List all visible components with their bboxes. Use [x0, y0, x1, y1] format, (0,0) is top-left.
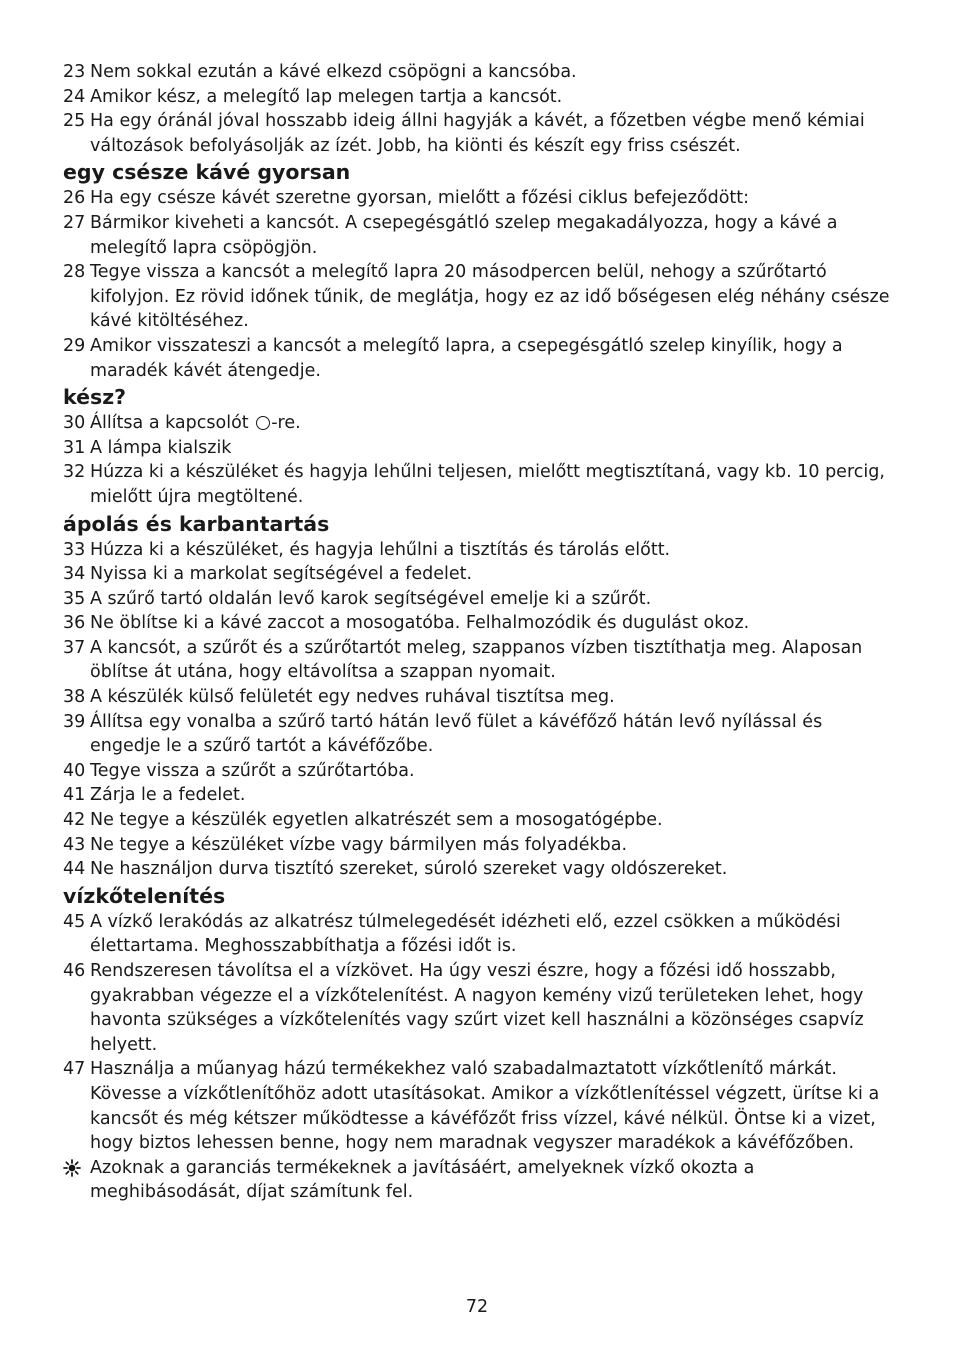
section-heading: kész?: [63, 385, 127, 410]
list-item: 23 Nem sokkal ezután a kávé elkezd csöpögni a kancsóba.: [63, 62, 577, 82]
list-item: 41 Zárja le a fedelet.: [63, 785, 246, 806]
list-item: 40 Tegye vissza a szűrőt a szűrőtartóba.: [63, 760, 415, 781]
list-item: 37 A kancsót, a szűrőt és a szűrőtartót meleg, szappanos vízben tisztíthatja meg. Alaposan öblítse át utána, hogy eltávolítsa a szappan nyomait.: [63, 637, 863, 683]
section-heading: egy csésze kávé gyorsan: [63, 160, 351, 185]
list-item: 32 Húzza ki a készüléket és hagyja lehűlni teljesen, mielőtt megtisztítaná, vagy kb. 10 percig, mielőtt újra megtöltené.: [63, 462, 885, 507]
page-number: 72: [465, 1297, 489, 1317]
list-item: 34 Nyissa ki a markolat segítségével a fedelet.: [63, 564, 473, 585]
list-item: 31 A lámpa kialszik: [63, 437, 232, 458]
list-item: 24 Amikor kész, a melegítő lap melegen tartja a kancsót.: [63, 86, 563, 107]
list-item: 42 Ne tegye a készülék egyetlen alkatrészét sem a mosogatógépbe.: [63, 810, 663, 831]
list-item: 39 Állítsa egy vonalba a szűrő tartó hátán levő fület a kávéfőző hátán levő nyílással és engedje le a szűrő tartót a kávéfőzőbe.: [63, 711, 823, 757]
list-item: 28 Tegye vissza a kancsót a melegítő lapra 20 másodpercen belül, nehogy a szűrőtartó kifolyjon. Ez rövid időnek tűnik, de meglátja, hogy ez az idő bőségesen elég néhány csésze kávé kitöltéséhez.: [63, 262, 890, 332]
section-heading: ápolás és karbantartás: [63, 511, 330, 536]
list-item: 45 A vízkő lerakódás az alkatrész túlmelegedését idézheti elő, ezzel csökken a működési élettartama. Meghosszabbíthatja a főzési időt is.: [63, 911, 841, 957]
list-item: 36 Ne öblítse ki a kávé zaccot a mosogatóba. Felhalmozódik és dugulást okoz.: [63, 613, 750, 634]
list-item: 29 Amikor visszateszi a kancsót a melegítő lapra, a csepegésgátló szelep kinyílik, hogy a maradék kávét átengedje.: [63, 335, 843, 381]
off-circle-icon: [256, 416, 270, 430]
list-item: 43 Ne tegye a készüléket vízbe vagy bármilyen más folyadékba.: [63, 834, 628, 855]
list-item: 33 Húzza ki a készüléket, és hagyja lehűlni a tisztítás és tárolás előtt.: [63, 539, 671, 560]
list-item: 47 Használja a műanyag házú termékekhez való szabadalmaztatott vízkőtlenítő márkát. Kövesse a vízkőtlenítőhöz adott utasításokat. Amikor a vízkőtlenítéssel végzett, ürítse ki a kancsőt és még kétszer működtesse a kávéfőzőt friss vízzel, kávé nélkül. Öntse ki a vizet, hogy biztos lehessen benne, hogy nem maradnak vegyszer maradékok a kávéfőzőben.: [63, 1059, 880, 1154]
section-heading: vízkőtelenítés: [63, 883, 226, 908]
list-item: 25 Ha egy óránál jóval hosszabb ideig állni hagyják a kávét, a főzetben végbe menő kémiai változások befolyásolják az ízét. Jobb, ha kiönti és készít egy friss csészét.: [63, 111, 865, 156]
list-item: 46 Rendszeresen távolítsa el a vízkövet. Ha úgy veszi észre, hogy a főzési idő hosszabb, gyakrabban végezze el a vízkőtelenítést. A nagyon kemény vizű területeken lehet, hogy havonta szükséges a vízkőtelenítés vagy szűrt vizet kell használni a közönséges csapvíz helyett.: [63, 961, 864, 1055]
document-page: [63, 60, 893, 1205]
list-item: 27 Bármikor kiveheti a kancsót. A csepegésgátló szelep megakadályozza, hogy a kávé a melegítő lapra csöpögjön.: [63, 212, 838, 258]
list-item: 26 Ha egy csésze kávét szeretne gyorsan, mielőtt a főzési ciklus befejeződött:: [63, 188, 750, 209]
list-item: 38 A készülék külső felületét egy nedves ruhával tisztítsa meg.: [63, 687, 615, 708]
list-item: 44 Ne használjon durva tisztító szereket, súroló szereket vagy oldószereket.: [63, 859, 728, 880]
sun-warning-icon: [63, 1159, 81, 1177]
list-item: 30 Állítsa a kapcsolót -re.: [63, 413, 301, 434]
list-item: 35 A szűrő tartó oldalán levő karok segítségével emelje ki a szűrőt.: [63, 588, 652, 609]
warning-note: Azoknak a garanciás termékeknek a javításáért, amelyeknek vízkő okozta a meghibásodását, díjat számítunk fel.: [63, 1156, 893, 1205]
